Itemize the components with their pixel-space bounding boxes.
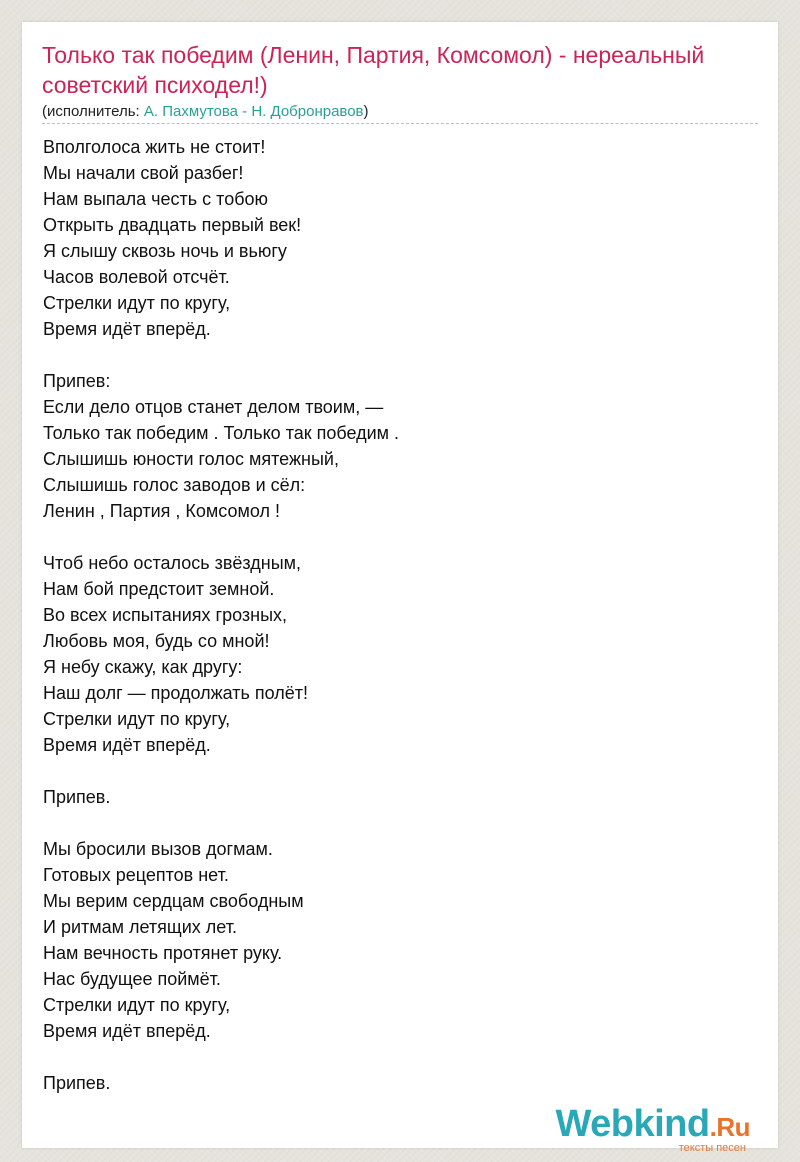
lyric-line <box>43 524 743 550</box>
lyric-line: Я небу скажу, как другу: <box>43 657 243 677</box>
song-title: Только так победим (Ленин, Партия, Комсомол) - нереальный советский психодел!) <box>42 42 705 98</box>
lyric-line: Припев: <box>43 371 111 391</box>
lyrics-card <box>22 22 778 1154</box>
lyric-line: Нас будущее поймёт. <box>43 969 221 989</box>
performer-suffix: ) <box>363 103 369 120</box>
logo-tld: .Ru <box>709 1112 750 1142</box>
lyric-line: Чтоб небо осталось звёздным, <box>43 553 302 573</box>
lyric-line <box>43 1044 743 1070</box>
lyric-line: Время идёт вперёд. <box>43 319 211 339</box>
lyric-line: Готовых рецептов нет. <box>43 865 229 885</box>
lyric-line: Часов волевой отсчёт. <box>43 267 230 287</box>
lyric-line: Только так победим . Только так победим . <box>43 423 400 443</box>
lyric-line <box>43 810 743 836</box>
lyric-line: Стрелки идут по кругу, <box>43 995 231 1015</box>
lyric-line: Припев. <box>43 787 111 807</box>
performer-link[interactable]: А. Пахмутова - Н. Добронравов <box>143 103 364 120</box>
lyric-line <box>43 758 743 784</box>
lyric-line: Вполголоса жить не стоит! <box>43 137 266 157</box>
lyric-line: Во всех испытаниях грозных, <box>43 605 288 625</box>
lyric-line: Нам бой предстоит земной. <box>43 579 275 599</box>
lyric-line: Любовь моя, будь со мной! <box>43 631 270 651</box>
lyric-line <box>43 342 743 368</box>
lyric-line: Наш долг — продолжать полёт! <box>43 683 309 703</box>
lyric-line: Стрелки идут по кругу, <box>43 293 231 313</box>
logo-tagline: тексты песен <box>678 1142 746 1154</box>
performer-prefix: (исполнитель: <box>42 103 144 120</box>
lyric-line: Слышишь юности голос мятежный, <box>43 449 339 469</box>
logo-main: Webkind <box>555 1103 710 1145</box>
lyric-line: Стрелки идут по кругу, <box>43 709 231 729</box>
lyric-line: Если дело отцов станет делом твоим, — <box>43 397 384 417</box>
lyric-line: Время идёт вперёд. <box>43 1021 211 1041</box>
webkind-logo[interactable] <box>555 1102 750 1162</box>
lyric-line: Мы верим сердцам свободным <box>43 891 304 911</box>
lyric-line: Мы начали свой разбег! <box>43 163 244 183</box>
lyric-line: Время идёт вперёд. <box>43 735 211 755</box>
lyric-line: Открыть двадцать первый век! <box>43 215 302 235</box>
lyric-line: И ритмам летящих лет. <box>43 917 237 937</box>
performer-line <box>42 103 369 121</box>
lyrics-text <box>43 134 743 1096</box>
lyric-line: Припев. <box>43 1073 111 1093</box>
lyric-line: Нам вечность протянет руку. <box>43 943 283 963</box>
lyric-line: Нам выпала честь с тобою <box>43 189 269 209</box>
lyric-line: Я слышу сквозь ночь и вьюгу <box>43 241 287 261</box>
lyric-line: Мы бросили вызов догмам. <box>43 839 273 859</box>
lyric-line: Ленин , Партия , Комсомол ! <box>43 501 280 521</box>
dashed-divider <box>42 123 758 124</box>
lyric-line: Слышишь голос заводов и сёл: <box>43 475 306 495</box>
